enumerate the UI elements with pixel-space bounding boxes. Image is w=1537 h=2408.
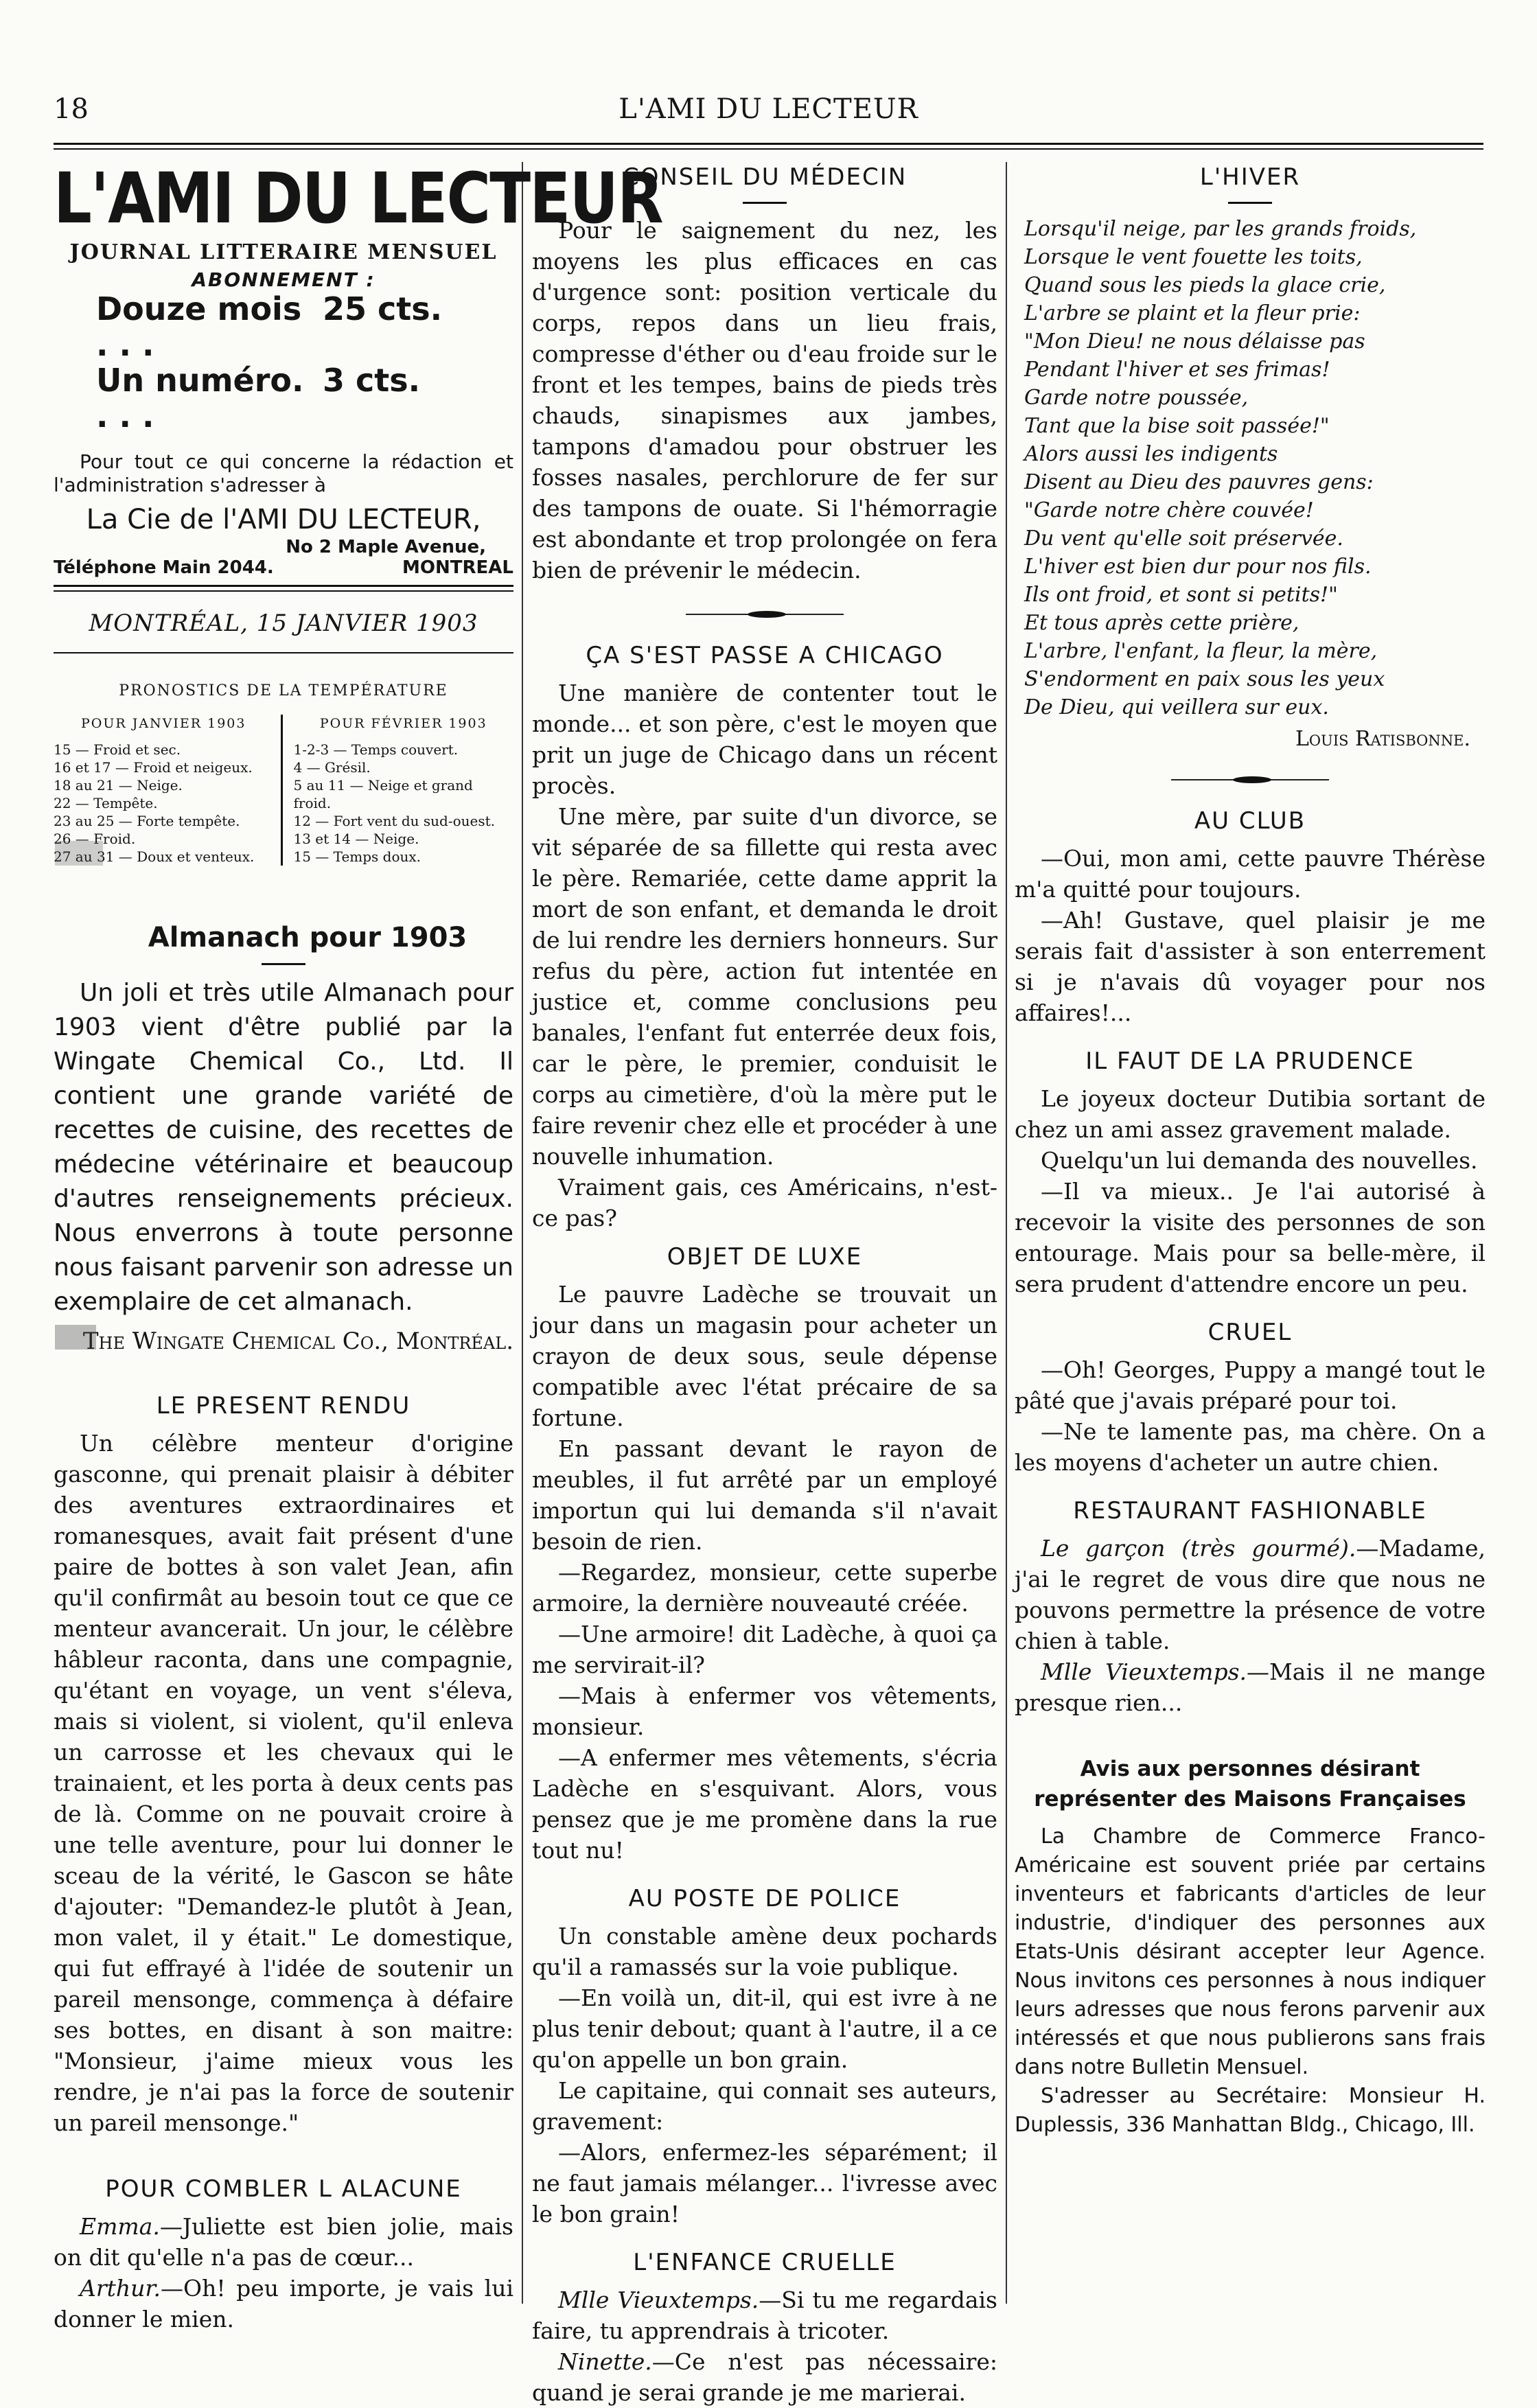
dateline-rule: [54, 652, 513, 653]
section-ornament: [686, 610, 844, 618]
chicago-title: ÇA S'EST PASSE A CHICAGO: [586, 642, 944, 669]
forecast-item: 27 au 31 — Doux et venteux.: [54, 848, 255, 865]
poem-line: "Mon Dieu! ne nous délaisse pas: [1024, 329, 1365, 354]
almanach-signoff: The Wingate Chemical Co., Montréal.: [82, 1328, 513, 1355]
publisher-address: No 2 Maple Avenue,: [286, 537, 486, 557]
header-rule-secondary: [54, 148, 1483, 150]
contact-row: [54, 557, 513, 578]
chicago-paragraph: Une mère, par suite d'un divorce, se vit séparée de sa fillette qui resta avec le père. Remariée, cette dame apprit la mort de son enfant, et demanda le droit de lui rendre les derniers honneurs. Sur refus du père, action fut intentée en justice et, comme conclusions peu banales, l'enfant fut enterrée deux fois, car le père, le premier, conduisit le corps au cimetière, d'où la mère put le faire revenir chez elle et procéder à une nouvelle inhumation.: [532, 803, 997, 1170]
forecast-item: 15 — Froid et sec.: [54, 741, 181, 758]
club-paragraph: —Ah! Gustave, quel plaisir je me serais fait d'assister à son enterrement si je n'avais dû voyager pour nos affaires!...: [1015, 907, 1486, 1026]
conseil-title: CONSEIL DU MÉDECIN: [622, 163, 908, 191]
price-issue-label: Un numéro. . . .: [96, 362, 304, 435]
club-paragraph: —Oui, mon ami, cette pauvre Thérèse m'a quitté pour toujours.: [1015, 845, 1486, 903]
print-smudge: [55, 841, 103, 866]
poem-line: L'hiver est bien dur pour nos fils.: [1024, 555, 1372, 579]
forecast-item: 5 au 11 — Neige et grand froid.: [293, 777, 473, 811]
cruel-paragraph: —Ne te lamente pas, ma chère. On a les moyens d'acheter un autre chien.: [1015, 1418, 1486, 1476]
poem-line: Du vent qu'elle soit préservée.: [1024, 526, 1343, 551]
forecast-item: 1-2-3 — Temps couvert.: [293, 741, 459, 758]
print-smudge: [55, 1325, 96, 1350]
conseil-body: Pour le saignement du nez, les moyens les plus efficaces en cas d'urgence sont: position verticale du corps, repos dans un lieu frais, compresse d'éther ou d'eau froide sur le front et les tempes, bains de pieds très chauds, sinapismes aux jambes, tampons d'amadou pour obstruer les fosses nasales, perchlorure de fer sur des tampons de ouate. Si l'hémorragie est abondante et trop prolongée on fera bien de prévenir le médecin.: [532, 217, 997, 583]
forecast-item: 18 au 21 — Neige.: [54, 777, 183, 794]
forecast-item: 15 — Temps doux.: [293, 848, 421, 865]
speaker: Ninette.: [558, 2348, 652, 2375]
poem-line: "Garde notre chère couvée!: [1024, 498, 1314, 522]
speaker: Mlle Vieuxtemps.: [1041, 1658, 1247, 1685]
lacune-line-1: Emma.—Juliette est bien jolie, mais on dit qu'elle n'a pas de cœur...: [54, 2213, 513, 2271]
price-year-value: 25 cts.: [323, 290, 443, 327]
luxe-title: OBJET DE LUXE: [667, 1243, 863, 1271]
poem-line: Disent au Dieu des pauvres gens:: [1024, 470, 1374, 494]
luxe-paragraph: —A enfermer mes vêtements, s'écria Ladèche en s'esquivant. Alors, vous pensez que je me promène dans la rue tout nu!: [532, 1744, 997, 1864]
avis-title: Avis aux personnes désirant représenter des Maisons Françaises: [1034, 1757, 1466, 1811]
poem-line: Et tous après cette prière,: [1024, 611, 1299, 635]
publisher-name: La Cie de l'AMI DU LECTEUR,: [86, 504, 481, 535]
almanach-body: [54, 976, 513, 1319]
header-rule: [54, 143, 1483, 145]
hiver-poem: [1015, 215, 1486, 721]
section-ornament: [1171, 776, 1329, 784]
column-divider-left: [522, 162, 523, 2304]
poem-line: Alors aussi les indigents: [1024, 442, 1278, 466]
poem-author: Louis Ratisbonne.: [1295, 727, 1470, 751]
title-rule: [262, 963, 305, 965]
poem-line: Tant que la bise soit passée!": [1024, 414, 1330, 438]
almanach-paragraph: Un joli et très utile Almanach pour 1903 vient d'être publié par la Wingate Chemical Co., Ltd. Il contient une grande variété de recettes de cuisine, des recettes de médecine vétérinaire et beaucoup d'autres renseignements précieux. Nous enverrons à toute personne nous faisant parvenir son adresse un exemplaire de cet almanach.: [54, 979, 513, 1316]
title-rule: [1228, 202, 1272, 204]
poem-line: S'endorment en paix sous les yeux: [1024, 667, 1385, 691]
speaker: Arthur.: [80, 2275, 161, 2302]
forecast-item: 16 et 17 — Froid et neigeux.: [54, 759, 253, 776]
almanach-title: Almanach pour 1903: [148, 922, 467, 953]
poem-line: De Dieu, qui veillera sur eux.: [1024, 695, 1329, 719]
police-title: AU POSTE DE POLICE: [628, 1885, 901, 1912]
poem-line: Garde notre poussée,: [1024, 386, 1249, 410]
poem-line: L'arbre, l'enfant, la fleur, la mère,: [1024, 639, 1378, 663]
poem-line: Ils ont froid, et sont si petits!": [1024, 583, 1338, 607]
masthead-title: L'AMI DU LECTEUR: [54, 158, 662, 240]
column-right: [1015, 162, 1486, 2313]
luxe-paragraph: —Une armoire! dit Ladèche, à quoi ça me servirait-il?: [532, 1621, 997, 1678]
price-year-label: Douze mois . . .: [96, 290, 302, 363]
prudence-paragraph: Le joyeux docteur Dutibia sortant de chez un ami assez gravement malade.: [1015, 1085, 1486, 1143]
restaurant-line-2: Mlle Vieuxtemps.—Mais il ne mange presque rien...: [1015, 1658, 1486, 1716]
present-rendu-body: Un célèbre menteur d'origine gasconne, qui prenait plaisir à débiter des aventures extraordinaires et romanesques, avait fait présent d'une paire de bottes à son valet Jean, afin qu'il confirmât au besoin tout ce que ce menteur avancerait. Un jour, le célèbre hâbleur raconta, dans une compagnie, qu'étant en voyage, un vent s'éleva, mais si violent, si violent, qu'il enleva un carrosse et les chevaux qui le trainaient, et les porta à deux cents pas de là. Comme on ne pouvait croire à une telle aventure, pour lui donner le sceau de la vérité, le Gascon se hâte d'ajouter: "Demandez-le plutôt à Jean, mon valet, il y était." Le domestique, qui fut effrayé à l'idée de soutenir un pareil mensonge, commença à défaire ses bottes, en disant à son maitre: "Monsieur, j'aime mieux vous les rendre, je n'ai pas la force de soutenir un pareil mensonge.": [54, 1430, 513, 2136]
cruel-title: CRUEL: [1207, 1319, 1293, 1346]
restaurant-line-1: Le garçon (très gourmé).—Madame, j'ai le regret de vous dire que nous ne pouvons permettre la présence de votre chien à table.: [1015, 1535, 1486, 1654]
police-paragraph: —Alors, enfermez-les séparément; il ne faut jamais mélanger... l'ivresse avec le bon grain!: [532, 2139, 997, 2227]
masthead-subtitle: JOURNAL LITTERAIRE MENSUEL: [69, 240, 498, 264]
poem-line: Pendant l'hiver et ses frimas!: [1024, 358, 1330, 382]
forecast-title: PRONOSTICS DE LA TEMPÉRATURE: [119, 682, 448, 699]
price-row-issue: [54, 362, 513, 434]
police-paragraph: Le capitaine, qui connait ses auteurs, gravement:: [532, 2077, 997, 2135]
chicago-paragraph: Une manière de contenter tout le monde... et son père, c'est le moyen que prit un juge de Chicago dans un récent procès.: [532, 680, 997, 799]
club-title: AU CLUB: [1194, 807, 1306, 835]
admin-note: Pour tout ce qui concerne la rédaction et l'administration s'adresser à: [54, 450, 513, 496]
enfance-line-1: Mlle Vieuxtemps.—Si tu me regardais faire, tu apprendrais à tricoter.: [532, 2287, 997, 2344]
luxe-paragraph: Le pauvre Ladèche se trouvait un jour dans un magasin pour acheter un crayon de deux sous, seule dépense compatible avec l'état précaire de sa fortune.: [532, 1281, 997, 1431]
avis-paragraph: S'adresser au Secrétaire: Monsieur H. Duplessis, 336 Manhattan Bldg., Chicago, Ill.: [1015, 2084, 1486, 2137]
speaker: Le garçon (très gourmé).: [1041, 1535, 1356, 1562]
police-paragraph: Un constable amène deux pochards qu'il a ramassés sur la voie publique.: [532, 1923, 997, 1980]
title-rule: [743, 202, 787, 204]
forecast-item: 13 et 14 — Neige.: [293, 831, 419, 847]
avis-body: [1015, 1822, 1486, 2140]
forecast-item: 22 — Tempête.: [54, 795, 158, 811]
avis-paragraph: La Chambre de Commerce Franco-Américaine est souvent priée par certains inventeurs et fabricants d'articles de leur industrie, d'indiquer des personnes aux Etats-Unis désirant accepter leur Agence. Nous invitons ces personnes à nous indiquer leurs adresses que nous ferons parvenir aux intéressés et que nous publierons sans frais dans notre Bulletin Mensuel.: [1015, 1825, 1486, 2079]
masthead-rule: [54, 585, 513, 592]
chicago-paragraph: Vraiment gais, ces Américains, n'est-ce pas?: [532, 1174, 997, 1231]
enfance-title: L'ENFANCE CRUELLE: [633, 2249, 897, 2276]
forecast-february-head: POUR FÉVRIER 1903: [319, 716, 487, 731]
enfance-line-2: Ninette.—Ce n'est pas nécessaire: quand je serai grande je me marierai.: [532, 2348, 997, 2406]
price-row-year: [54, 291, 513, 362]
luxe-paragraph: —Mais à enfermer vos vêtements, monsieur.: [532, 1682, 997, 1740]
speaker: Mlle Vieuxtemps.: [558, 2287, 759, 2313]
poem-line: Lorsque le vent fouette les toits,: [1024, 245, 1363, 269]
page-number: 18: [54, 93, 89, 125]
dateline: MONTRÉAL, 15 JANVIER 1903: [89, 610, 478, 637]
forecast-item: 12 — Fort vent du sud-ouest.: [293, 813, 496, 829]
police-paragraph: —En voilà un, dit-il, qui est ivre à ne plus tenir debout; quant à l'autre, il a ce qu'on appelle un bon grain.: [532, 1984, 997, 2073]
luxe-paragraph: —Regardez, monsieur, cette superbe armoire, la dernière nouveauté créée.: [532, 1559, 997, 1617]
forecast-item: 23 au 25 — Forte tempête.: [54, 813, 240, 829]
prudence-title: IL FAUT DE LA PRUDENCE: [1085, 1047, 1415, 1075]
column-divider-right: [1006, 162, 1007, 2304]
poem-line: L'arbre se plaint et la fleur prie:: [1024, 301, 1361, 325]
poem-line: Lorsqu'il neige, par les grands froids,: [1024, 217, 1417, 241]
column-middle: [532, 162, 997, 2406]
city: MONTREAL: [402, 557, 513, 578]
speaker: Emma.: [80, 2213, 160, 2240]
forecast-january-head: POUR JANVIER 1903: [81, 716, 246, 731]
lacune-title: POUR COMBLER L ALACUNE: [105, 2175, 462, 2203]
luxe-paragraph: En passant devant le rayon de meubles, il fut arrêté par un employé importun qui lui demanda s'il n'avait besoin de rien.: [532, 1435, 997, 1555]
forecast-february: [283, 715, 514, 866]
running-title: L'AMI DU LECTEUR: [619, 93, 918, 125]
cruel-paragraph: —Oh! Georges, Puppy a mangé tout le pâté que j'avais préparé pour toi.: [1015, 1356, 1486, 1414]
running-head: [54, 81, 1483, 125]
poem-line: Quand sous les pieds la glace crie,: [1024, 273, 1386, 297]
prudence-paragraph: —Il va mieux.. Je l'ai autorisé à recevoir la visite des personnes de son entourage. Mais pour sa belle-mère, il sera prudent d'attendre encore un peu.: [1015, 1178, 1486, 1297]
lacune-line-2: Arthur.—Oh! peu importe, je vais lui donner le mien.: [54, 2275, 513, 2332]
price-issue-value: 3 cts.: [323, 362, 421, 399]
restaurant-title: RESTAURANT FASHIONABLE: [1073, 1497, 1427, 1525]
subscription-label: ABONNEMENT :: [192, 268, 375, 291]
telephone: Téléphone Main 2044.: [54, 557, 274, 578]
prudence-paragraph: Quelqu'un lui demanda des nouvelles.: [1041, 1147, 1478, 1174]
present-rendu-title: LE PRESENT RENDU: [156, 1392, 411, 1420]
forecast-table: [54, 715, 513, 866]
forecast-item: 26 — Froid.: [54, 831, 136, 847]
hiver-title: L'HIVER: [1199, 163, 1301, 191]
forecast-item: 4 — Grésil.: [293, 759, 371, 776]
